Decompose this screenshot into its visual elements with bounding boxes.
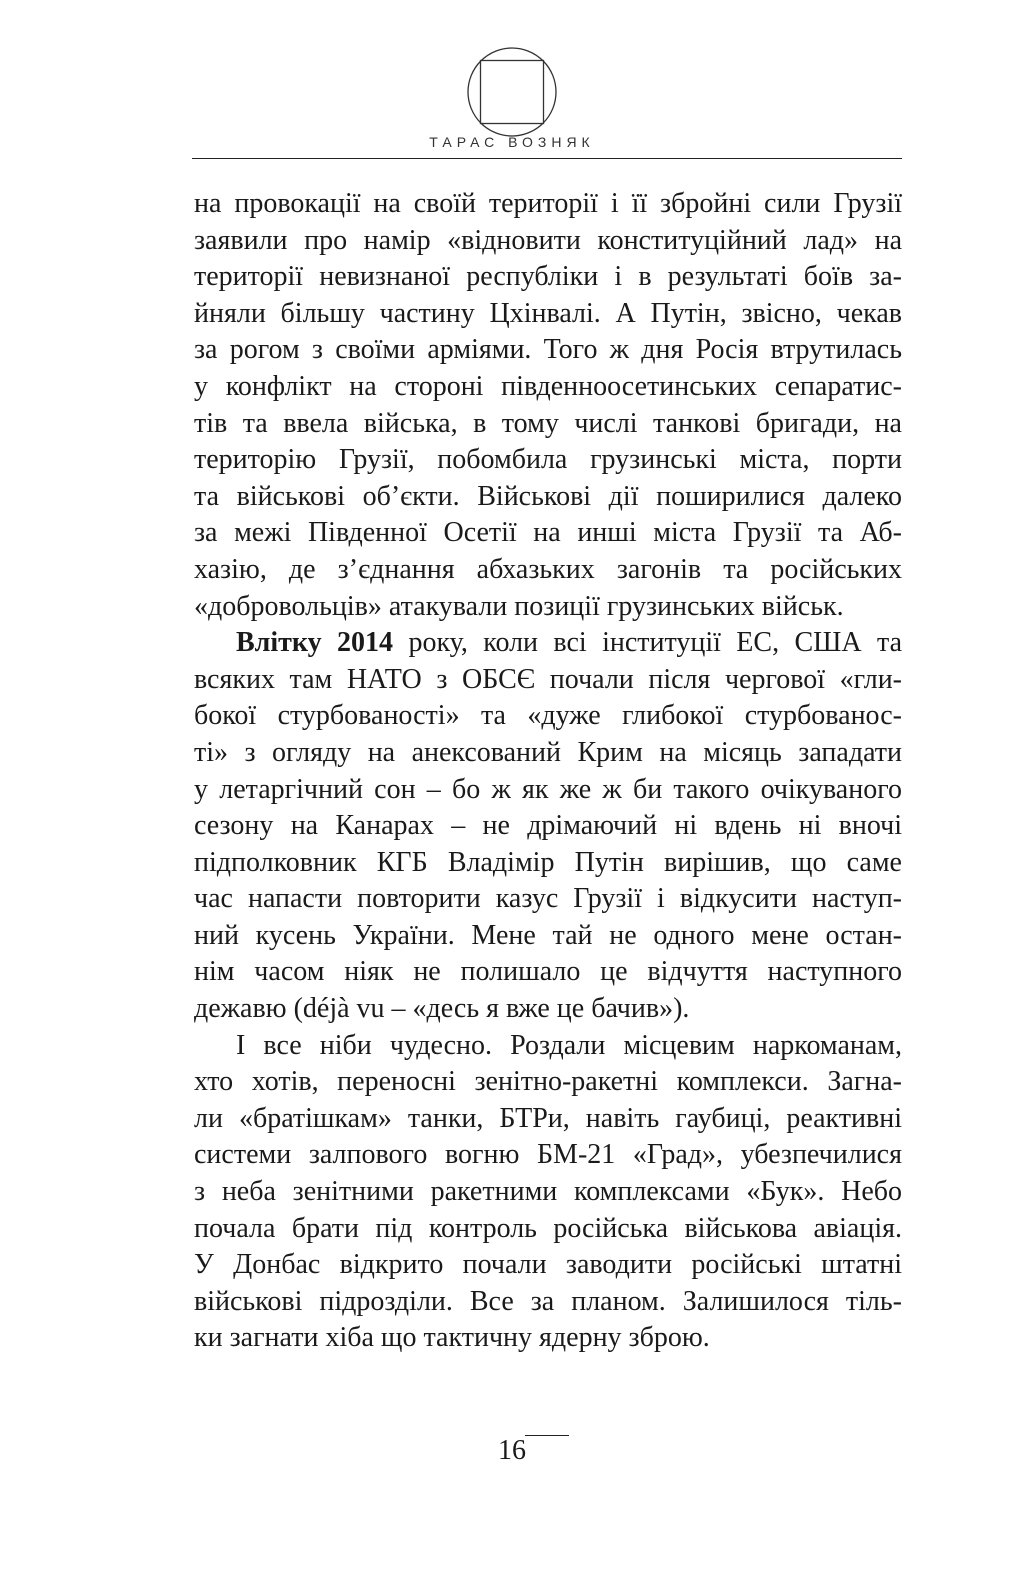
text-line-content: підполковник КГБ Владімір Путін вирішив, що саме <box>194 846 902 878</box>
text-line-content: час напасти повторити казус Грузії і відкусити наступ- <box>194 883 902 915</box>
text-line <box>194 1064 902 1101</box>
text-line-content: військові підрозділи. Все за планом. Залишилося тіль- <box>194 1285 902 1317</box>
text-line <box>194 1211 902 1248</box>
text-line-content: ті» з огляду на анексований Крим на місяць западати <box>194 736 902 768</box>
page-number: 16 <box>498 1435 526 1466</box>
text-line-content: за рогом з своїми арміями. Того ж дня Росія втрутилась <box>194 334 902 366</box>
text-line-content: всяких там НАТО з ОБСЄ почали після чергової «гли- <box>194 663 902 695</box>
text-line-content: та військові об’єкти. Військові дії поширилися далеко <box>194 480 902 512</box>
text-line-content: почала брати під контроль російська військова авіація. <box>194 1212 902 1244</box>
text-line <box>194 369 902 406</box>
text-line-content: нім часом ніяк не полишало це відчуття наступного <box>194 956 902 988</box>
text-line <box>194 625 902 662</box>
text-line-content: територію Грузії, побомбила грузинські міста, порти <box>194 444 902 476</box>
bold-emphasis: Влітку 2014 <box>236 627 394 659</box>
text-line-content: на провокації на своїй території і її збройні сили Грузії <box>194 188 902 219</box>
text-line <box>194 1320 902 1357</box>
running-head-author: ТАРАС ВОЗНЯК <box>429 134 595 150</box>
text-line-content: тів та ввела війська, в тому числі танкові бригади, на <box>194 407 902 439</box>
text-line <box>194 991 902 1028</box>
text-line-content: хто хотів, переносні зенітно-ракетні комплекси. Загна- <box>194 1066 902 1098</box>
body-text <box>194 186 902 1357</box>
text-line <box>194 589 902 626</box>
text-line <box>194 662 902 699</box>
text-line <box>194 918 902 955</box>
text-line <box>194 332 902 369</box>
text-line <box>194 223 902 260</box>
text-line-content: йняли більшу частину Цхінвалі. А Путін, звісно, чекав <box>194 297 902 329</box>
text-line-content: У Донбас відкрито почали заводити російські штатні <box>194 1249 902 1281</box>
text-line <box>194 1174 902 1211</box>
text-line <box>194 442 902 479</box>
text-line <box>194 1137 902 1174</box>
text-line <box>194 954 902 991</box>
text-line <box>194 552 902 589</box>
text-line <box>194 698 902 735</box>
text-line-content: системи залпового вогню БМ-21 «Град», убезпечилися <box>194 1139 902 1171</box>
text-line <box>194 186 902 223</box>
text-line <box>194 1101 902 1138</box>
text-line <box>194 845 902 882</box>
header-rule <box>192 158 902 159</box>
text-line-content: бокої стурбованості» та «дуже глибокої стурбованос- <box>194 700 902 732</box>
text-line-content: ний кусень України. Мене тай не одного мене остан- <box>194 919 902 951</box>
text-line-content: території невизнаної республіки і в результаті боїв за- <box>194 261 902 293</box>
text-line <box>194 735 902 772</box>
text-line-content: заявили про намір «відновити конституційний лад» на <box>194 224 902 256</box>
text-line-content: року, коли всі інституції ЕС, США та <box>393 627 902 659</box>
text-line-content: у конфлікт на стороні південноосетинських сепаратис- <box>194 370 902 402</box>
text-line <box>194 1284 902 1321</box>
text-line-content: сезону на Канарах – не дрімаючий ні вдень ні вночі <box>194 810 902 842</box>
text-line-content: хазію, де з’єднання абхазьких загонів та російських <box>194 553 902 585</box>
text-line-content: ки загнати хіба що тактичну ядерну зброю. <box>194 1322 710 1354</box>
text-line-content: І все ніби чудесно. Роздали місцевим наркоманам, <box>236 1029 902 1061</box>
text-line <box>194 515 902 552</box>
text-line <box>194 1247 902 1284</box>
text-line <box>194 1028 902 1065</box>
text-line-content: «добровольців» атакували позиції грузинських військ. <box>194 590 844 622</box>
text-line-content: у летаргічний сон – бо ж як же ж би такого очікуваного <box>194 773 902 805</box>
text-line-content: з неба зенітними ракетними комплексами «Бук». Небо <box>194 1176 902 1208</box>
text-line <box>194 808 902 845</box>
text-line-content: дежавю (déjà vu – «десь я вже це бачив»). <box>194 993 690 1025</box>
text-line <box>194 406 902 443</box>
text-line <box>194 479 902 516</box>
text-line <box>194 881 902 918</box>
text-line <box>194 296 902 333</box>
text-line <box>194 259 902 296</box>
text-line-content: ли «братішкам» танки, БТРи, навіть гаубиці, реактивні <box>194 1102 902 1134</box>
text-line <box>194 772 902 809</box>
text-line-content: за межі Південної Осетії на инші міста Грузії та Аб- <box>194 517 902 549</box>
